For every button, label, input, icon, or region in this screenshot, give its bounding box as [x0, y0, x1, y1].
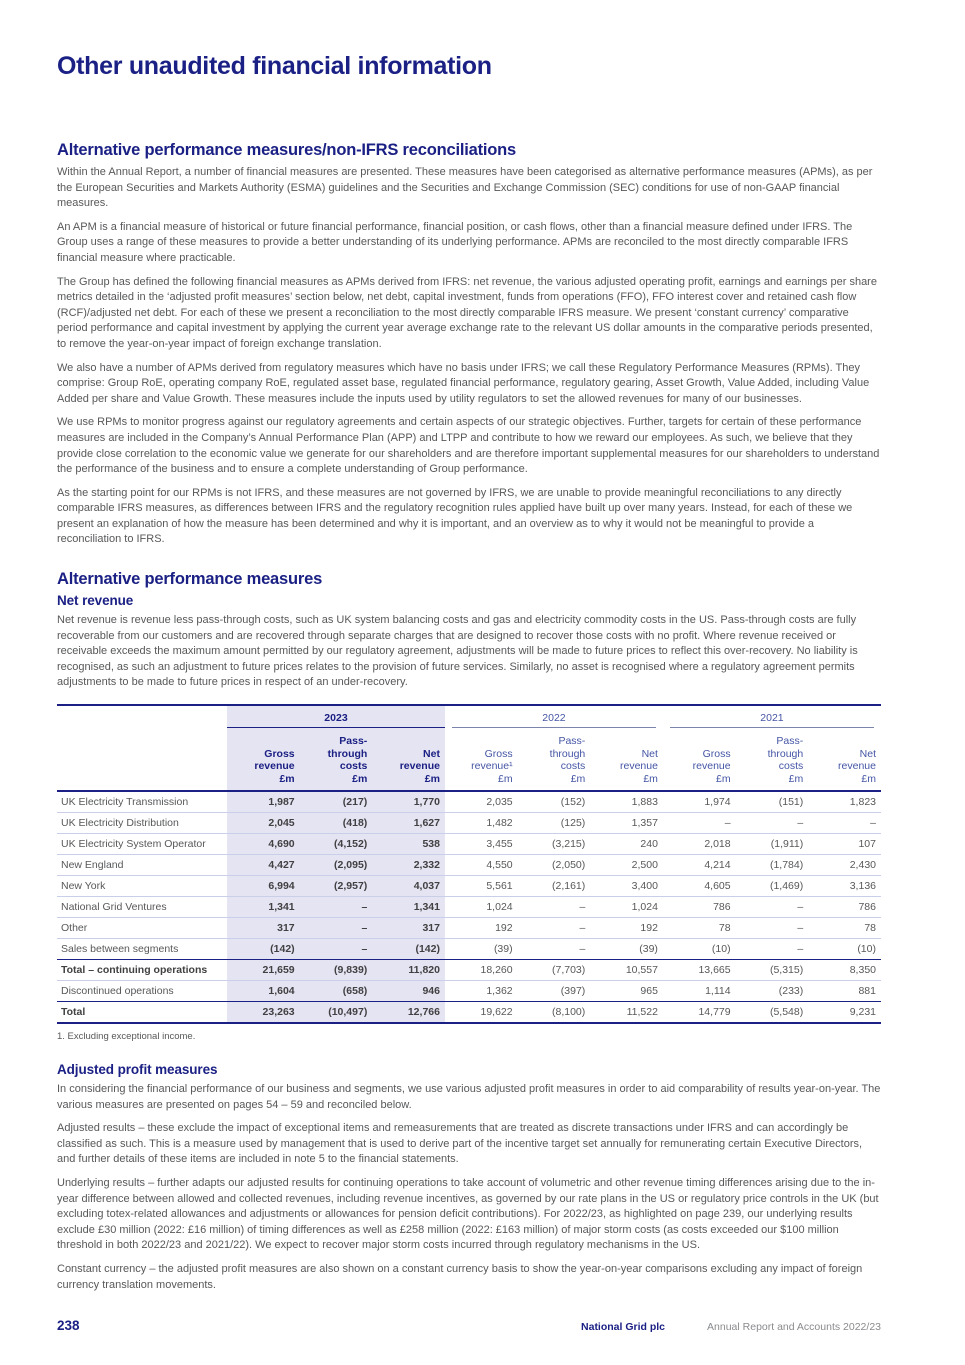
- column-header: Gross revenue¹ £m: [445, 728, 518, 791]
- column-header: Net revenue £m: [590, 728, 663, 791]
- page-content: [57, 0, 881, 1293]
- table-cell: 786: [808, 897, 881, 918]
- row-label: UK Electricity Distribution: [57, 813, 227, 834]
- table-cell: (233): [736, 981, 809, 1002]
- table-cell: –: [736, 939, 809, 960]
- row-label: Total: [57, 1002, 227, 1024]
- table-cell: 13,665: [663, 960, 736, 981]
- year-label: 2022: [452, 709, 656, 728]
- table-cell: (1,784): [736, 855, 809, 876]
- table-cell: 4,214: [663, 855, 736, 876]
- table-cell: 1,357: [590, 813, 663, 834]
- table-cell: –: [663, 813, 736, 834]
- page-footer: [57, 1318, 881, 1333]
- table-cell: (8,100): [518, 1002, 591, 1024]
- column-header: Pass- through costs £m: [300, 728, 373, 791]
- table-cell: 240: [590, 834, 663, 855]
- table-cell: 4,690: [227, 834, 300, 855]
- table-cell: 19,622: [445, 1002, 518, 1024]
- table-cell: 2,035: [445, 791, 518, 813]
- table-cell: 2,045: [227, 813, 300, 834]
- table-cell: 3,400: [590, 876, 663, 897]
- table-cell: (2,957): [300, 876, 373, 897]
- table-cell: 4,427: [227, 855, 300, 876]
- table-cell: 9,231: [808, 1002, 881, 1024]
- row-label: Sales between segments: [57, 939, 227, 960]
- table-cell: –: [300, 939, 373, 960]
- body-paragraph: Within the Annual Report, a number of financial measures are presented. These measures have been categorised as alternative performance measures (APMs), as per the European Securities and Markets Authority (ESMA) guidelines and the Securities and Exchange Commission (SEC) conditions for use of non-GAAP financial measures.: [57, 166, 873, 210]
- table-cell: (3,215): [518, 834, 591, 855]
- table-cell: 317: [372, 918, 445, 939]
- page-number: 238: [57, 1318, 80, 1333]
- column-header: Gross revenue £m: [663, 728, 736, 791]
- table-row: [57, 960, 881, 981]
- table-cell: (10): [663, 939, 736, 960]
- table-cell: –: [808, 813, 881, 834]
- table-cell: 10,557: [590, 960, 663, 981]
- column-header: Pass- through costs £m: [518, 728, 591, 791]
- table-cell: (39): [445, 939, 518, 960]
- table-cell: –: [518, 939, 591, 960]
- column-header: Pass- through costs £m: [736, 728, 809, 791]
- table-cell: –: [736, 918, 809, 939]
- table-cell: (39): [590, 939, 663, 960]
- row-label: Other: [57, 918, 227, 939]
- table-cell: 1,627: [372, 813, 445, 834]
- column-header: Net revenue £m: [808, 728, 881, 791]
- table-cell: (151): [736, 791, 809, 813]
- body-paragraph: We use RPMs to monitor progress against our regulatory agreements and certain aspects of our strategic objectives. Further, targets for certain of these performance measures are included in the Company’s Annual Performance Plan (APP) and LTPP and contribute to how we reward our employees. As such, we believe that they provide close correlation to the economic value we generate for our shareholders and are therefore important supplemental measures for our shareholders to understand the performance of the business and to ensure a complete understanding of Group performance.: [57, 416, 880, 476]
- table-cell: 1,974: [663, 791, 736, 813]
- table-cell: 4,605: [663, 876, 736, 897]
- table-cell: 107: [808, 834, 881, 855]
- table-cell: (152): [518, 791, 591, 813]
- table-row: [57, 897, 881, 918]
- table-cell: 6,994: [227, 876, 300, 897]
- table-cell: 11,522: [590, 1002, 663, 1024]
- body-paragraph: Net revenue is revenue less pass-through costs, such as UK system balancing costs and gas and electricity commodity costs in the US. Pass-through costs are fully recoverable from our customers and are recovered through separate charges that are designed to recover those costs with no profit. Where revenue received or receivable exceeds the maximum amount permitted by our regulatory agreement, adjustments will be made to future prices to reflect this over-recovery. No liability is recognised, as such an adjustment to future prices relates to the provision of future services. Similarly, no asset is recognised where a regulatory agreement permits adjustments to be made to future prices in respect of an under-recovery.: [57, 614, 858, 689]
- table-cell: 965: [590, 981, 663, 1002]
- table-cell: 317: [227, 918, 300, 939]
- table-cell: (658): [300, 981, 373, 1002]
- table-cell: 8,350: [808, 960, 881, 981]
- table-cell: –: [736, 813, 809, 834]
- row-label: Discontinued operations: [57, 981, 227, 1002]
- table-cell: (2,095): [300, 855, 373, 876]
- table-row: [57, 1002, 881, 1024]
- table-cell: (142): [372, 939, 445, 960]
- row-label-header: [57, 705, 227, 728]
- table-cell: 3,455: [445, 834, 518, 855]
- year-group-header: [663, 705, 881, 728]
- table-cell: 23,263: [227, 1002, 300, 1024]
- column-header: Gross revenue £m: [227, 728, 300, 791]
- table-row: [57, 876, 881, 897]
- table-cell: 21,659: [227, 960, 300, 981]
- table-cell: (7,703): [518, 960, 591, 981]
- row-label: Total – continuing operations: [57, 960, 227, 981]
- table-cell: 2,018: [663, 834, 736, 855]
- table-row: [57, 939, 881, 960]
- table-row: [57, 791, 881, 813]
- table-cell: 946: [372, 981, 445, 1002]
- table-cell: (217): [300, 791, 373, 813]
- table-cell: (397): [518, 981, 591, 1002]
- table-footnote: 1. Excluding exceptional income.: [57, 1031, 196, 1043]
- table-row: [57, 918, 881, 939]
- table-cell: 1,604: [227, 981, 300, 1002]
- table-cell: –: [518, 897, 591, 918]
- table-cell: 881: [808, 981, 881, 1002]
- net-revenue-table: [57, 704, 881, 1024]
- table-cell: (5,315): [736, 960, 809, 981]
- table-cell: –: [300, 918, 373, 939]
- body-paragraph: Underlying results – further adapts our adjusted results for continuing operations to take account of volumetric and other revenue timing differences arising due to the in-year difference between allowed and collected revenues, including revenue incentives, as governed by our rate plans in the US or regulatory price controls in the UK (but excluding totex-related allowances and adjustments or allowances for pension deficit contributions). For 2022/23, as highlighted on page 239, our underlying results exclude £30 million (2022: £16 million) of timing differences as well as £258 million (2022: £163 million) of major storm costs (as costs exceeded our $100 million threshold in both 2022/23 and 2021/22). We expect to recover major storm costs incurred through regulatory mechanisms in the US.: [57, 1177, 879, 1252]
- section-heading-reconciliations: Alternative performance measures/non-IFRS reconciliations: [57, 141, 516, 159]
- body-paragraph: As the starting point for our RPMs is not IFRS, and these measures are not governed by IFRS, we are unable to provide meaningful reconciliations to any directly comparable IFRS measures, as differences between IFRS and the regulatory recognition rules applied have built up over many years. Instead, for each of these we present an explanation of how the measure has been determined and why it is important, and an overview as to why it would not be meaningful to provide a reconciliation to IFRS.: [57, 486, 853, 546]
- table-cell: 1,482: [445, 813, 518, 834]
- table-cell: 192: [445, 918, 518, 939]
- table-cell: 1,823: [808, 791, 881, 813]
- table-cell: (2,050): [518, 855, 591, 876]
- body-paragraph: In considering the financial performance of our business and segments, we use various adjusted profit measures in order to aid comparability of results year-on-year. The various measures are presented on pages 54 – 59 and reconciled below.: [57, 1083, 881, 1111]
- year-label: 2023: [227, 709, 445, 728]
- table-cell: 14,779: [663, 1002, 736, 1024]
- table-cell: 3,136: [808, 876, 881, 897]
- table-cell: 1,024: [590, 897, 663, 918]
- table-cell: 78: [663, 918, 736, 939]
- table-cell: 538: [372, 834, 445, 855]
- table-cell: –: [300, 897, 373, 918]
- body-paragraph: The Group has defined the following financial measures as APMs derived from IFRS: net revenue, the various adjusted operating profit, earnings and earnings per share metrics detailed in the ‘adjusted profit measures’ section below, net debt, capital investment, funds from operations (FFO), FFO interest cover and retained cash flow (RCF)/adjusted net debt. For each of these we present a reconciliation to the most directly comparable IFRS measure. We present ‘constant currency’ comparative period performance and capital investment by applying the current year average exchange rate to the relevant US dollar amounts in the comparative periods presented, to remove the year-on-year impact of foreign exchange translation.: [57, 275, 877, 350]
- table-cell: (9,839): [300, 960, 373, 981]
- year-label: 2021: [670, 709, 874, 728]
- page-title: Other unaudited financial information: [57, 52, 492, 80]
- table-cell: 78: [808, 918, 881, 939]
- section-heading-measures: Alternative performance measures: [57, 570, 323, 589]
- row-label: New York: [57, 876, 227, 897]
- table-row: [57, 855, 881, 876]
- body-paragraph: Adjusted results – these exclude the impact of exceptional items and remeasurements that are treated as discrete transactions under IFRS and can accordingly be classified as such. This is a measure used by management that is used to derive part of the incentive target set annually for remunerating certain Executive Directors, and further details of these items are included in note 5 to the financial statements.: [57, 1122, 863, 1166]
- row-label-header: [57, 728, 227, 791]
- table-cell: 2,500: [590, 855, 663, 876]
- body-paragraph: Constant currency – the adjusted profit measures are also shown on a constant currency basis to show the year-on-year comparisons excluding any impact of foreign currency translation movements.: [57, 1262, 863, 1291]
- table-cell: 1,770: [372, 791, 445, 813]
- table-cell: 192: [590, 918, 663, 939]
- table-row: [57, 813, 881, 834]
- table-cell: 1,341: [227, 897, 300, 918]
- year-group-header: [445, 705, 663, 728]
- table-cell: 4,550: [445, 855, 518, 876]
- row-label: UK Electricity Transmission: [57, 791, 227, 813]
- table-cell: 2,332: [372, 855, 445, 876]
- table-cell: (418): [300, 813, 373, 834]
- table-cell: 1,341: [372, 897, 445, 918]
- table-cell: (10): [808, 939, 881, 960]
- sub-heading-adjusted-profit: Adjusted profit measures: [57, 1062, 218, 1078]
- table-cell: 1,883: [590, 791, 663, 813]
- table-row: [57, 834, 881, 855]
- footer-company-name: National Grid plc: [581, 1321, 666, 1333]
- row-label: National Grid Ventures: [57, 897, 227, 918]
- table-cell: (4,152): [300, 834, 373, 855]
- row-label: New England: [57, 855, 227, 876]
- row-label: UK Electricity System Operator: [57, 834, 227, 855]
- column-header: Net revenue £m: [372, 728, 445, 791]
- table-cell: 4,037: [372, 876, 445, 897]
- year-group-header: [227, 705, 445, 728]
- table-cell: –: [518, 918, 591, 939]
- body-paragraph: An APM is a financial measure of historical or future financial performance, financial position, or cash flows, other than a financial measure defined under IFRS. The Group uses a range of these measures to provide a better understanding of its underlying performance. APMs are reconciled to the most directly comparable IFRS financial measure where practicable.: [57, 220, 853, 264]
- table-cell: 786: [663, 897, 736, 918]
- table-row: [57, 981, 881, 1002]
- table-cell: 11,820: [372, 960, 445, 981]
- table-cell: 1,362: [445, 981, 518, 1002]
- table-cell: (10,497): [300, 1002, 373, 1024]
- sub-heading-net-revenue: Net revenue: [57, 593, 134, 609]
- table-cell: (125): [518, 813, 591, 834]
- table-cell: 1,987: [227, 791, 300, 813]
- table-cell: (2,161): [518, 876, 591, 897]
- table-cell: 2,430: [808, 855, 881, 876]
- table-cell: (142): [227, 939, 300, 960]
- table-cell: 1,114: [663, 981, 736, 1002]
- table-cell: (1,469): [736, 876, 809, 897]
- table-cell: –: [736, 897, 809, 918]
- footer-report-title: Annual Report and Accounts 2022/23: [707, 1321, 881, 1333]
- body-paragraph: We also have a number of APMs derived from regulatory measures which have no basis under IFRS; we call these Regulatory Performance Measures (RPMs). They comprise: Group RoE, operating company RoE, regulated asset base, regulated financial performance, regulatory gearing, Asset Growth, Value Added, including Value Added per share and Value Growth. These measures include the inputs used by utility regulators to set the allowed revenues for many of our businesses.: [57, 361, 870, 405]
- table-cell: (5,548): [736, 1002, 809, 1024]
- table-cell: 12,766: [372, 1002, 445, 1024]
- table-cell: 18,260: [445, 960, 518, 981]
- table-cell: 1,024: [445, 897, 518, 918]
- column-header-row: [57, 728, 881, 791]
- year-header-row: [57, 705, 881, 728]
- table-cell: 5,561: [445, 876, 518, 897]
- table-cell: (1,911): [736, 834, 809, 855]
